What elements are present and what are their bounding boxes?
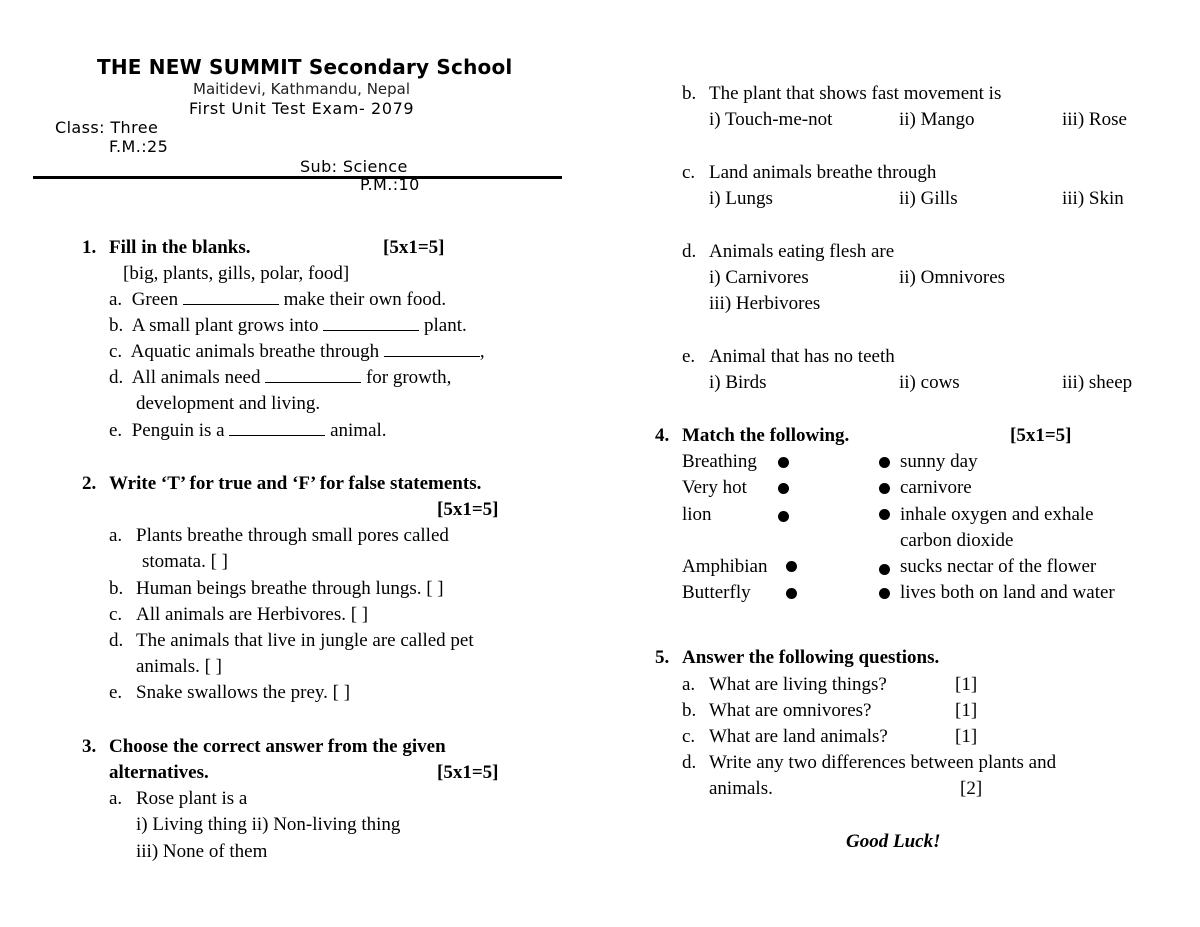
match-left-item: lion bbox=[682, 504, 712, 525]
exam-title: First Unit Test Exam- 2079 bbox=[189, 99, 415, 118]
q4-marks: [5x1=5] bbox=[1010, 425, 1072, 446]
class-label: Class: Three bbox=[55, 118, 159, 137]
q3d-question: Animals eating flesh are bbox=[709, 241, 895, 262]
q3b-option-1[interactable]: i) Touch-me-not bbox=[709, 109, 833, 130]
q5-item-letter: b. bbox=[682, 700, 697, 721]
q2-title: Write ‘T’ for true and ‘F’ for false statements. bbox=[109, 473, 482, 494]
q5-item-marks: [1] bbox=[955, 700, 978, 721]
q1-item-a: a. Green make their own food. bbox=[109, 289, 447, 310]
q1-item-d: d. All animals need for growth, bbox=[109, 367, 452, 388]
q4-number: 4. bbox=[655, 425, 670, 446]
match-right-item: lives both on land and water bbox=[900, 582, 1115, 603]
q2-item-a: Plants breathe through small pores called bbox=[136, 525, 449, 546]
match-left-item: Breathing bbox=[682, 451, 757, 472]
q2-marks: [5x1=5] bbox=[437, 499, 499, 520]
q2-item-letter: c. bbox=[109, 604, 123, 625]
q3b-question: The plant that shows fast movement is bbox=[709, 83, 1002, 104]
q2-number: 2. bbox=[82, 473, 97, 494]
q3c-option-3[interactable]: iii) Skin bbox=[1062, 188, 1124, 209]
match-left-dot[interactable] bbox=[786, 561, 797, 572]
q1-item-d-cont: development and living. bbox=[136, 393, 321, 414]
q1-item-e: e. Penguin is a animal. bbox=[109, 420, 387, 441]
match-left-item: Amphibian bbox=[682, 556, 768, 577]
match-right-item: sucks nectar of the flower bbox=[900, 556, 1097, 577]
q2-item-letter: b. bbox=[109, 578, 124, 599]
q2-item-c[interactable]: All animals are Herbivores. [ ] bbox=[136, 604, 369, 625]
item-letter: e. bbox=[109, 420, 123, 441]
q3b-option-3[interactable]: iii) Rose bbox=[1062, 109, 1127, 130]
match-right-dot[interactable] bbox=[879, 588, 890, 599]
match-right-item: sunny day bbox=[900, 451, 978, 472]
q1-marks: [5x1=5] bbox=[383, 237, 445, 258]
q1-title: Fill in the blanks. bbox=[109, 237, 251, 258]
q1-item-b: b. A small plant grows into plant. bbox=[109, 315, 467, 336]
full-marks: F.M.:25 bbox=[109, 137, 169, 156]
item-letter: c. bbox=[109, 341, 123, 362]
q5-item-letter: a. bbox=[682, 674, 696, 695]
q3c-option-1[interactable]: i) Lungs bbox=[709, 188, 773, 209]
item-letter: d. bbox=[109, 367, 124, 388]
item-letter: a. bbox=[109, 289, 123, 310]
q5-item-d: Write any two differences between plants and bbox=[709, 752, 1057, 773]
q2-item-letter: d. bbox=[109, 630, 124, 651]
match-right-item: carnivore bbox=[900, 477, 972, 498]
q3a-question: Rose plant is a bbox=[136, 788, 248, 809]
q3e-letter: e. bbox=[682, 346, 696, 367]
match-right-item-cont: carbon dioxide bbox=[900, 530, 1014, 551]
q3c-question: Land animals breathe through bbox=[709, 162, 937, 183]
q3a-option-3[interactable]: iii) None of them bbox=[136, 841, 268, 862]
q3-title: Choose the correct answer from the given bbox=[109, 736, 446, 757]
q5-item-a: What are living things? bbox=[709, 674, 887, 695]
q1-word-bank: [big, plants, gills, polar, food] bbox=[123, 263, 350, 284]
q5-item-b: What are omnivores? bbox=[709, 700, 872, 721]
q3-number: 3. bbox=[82, 736, 97, 757]
q3a-letter: a. bbox=[109, 788, 123, 809]
q1-item-c: c. Aquatic animals breathe through , bbox=[109, 341, 485, 362]
q5-item-d-cont: animals. bbox=[709, 778, 773, 799]
q3b-option-2[interactable]: ii) Mango bbox=[899, 109, 975, 130]
q3-title-cont: alternatives. bbox=[109, 762, 209, 783]
q2-item-a-cont[interactable]: stomata. [ ] bbox=[142, 551, 229, 572]
q3-marks: [5x1=5] bbox=[437, 762, 499, 783]
q5-item-letter: c. bbox=[682, 726, 696, 747]
q2-item-letter: a. bbox=[109, 525, 123, 546]
q3e-option-3[interactable]: iii) sheep bbox=[1062, 372, 1133, 393]
q5-item-letter: d. bbox=[682, 752, 697, 773]
match-left-dot[interactable] bbox=[786, 588, 797, 599]
school-address: Maitidevi, Kathmandu, Nepal bbox=[193, 80, 411, 98]
q3c-option-2[interactable]: ii) Gills bbox=[899, 188, 958, 209]
q3d-option-1[interactable]: i) Carnivores bbox=[709, 267, 809, 288]
q5-item-marks: [1] bbox=[955, 674, 978, 695]
match-left-item: Very hot bbox=[682, 477, 747, 498]
q2-item-letter: e. bbox=[109, 682, 123, 703]
q3e-question: Animal that has no teeth bbox=[709, 346, 895, 367]
match-right-dot[interactable] bbox=[879, 509, 890, 520]
q3c-letter: c. bbox=[682, 162, 696, 183]
answer-blank[interactable] bbox=[183, 289, 279, 305]
q2-item-b[interactable]: Human beings breathe through lungs. [ ] bbox=[136, 578, 444, 599]
q4-title: Match the following. bbox=[682, 425, 850, 446]
q2-item-d: The animals that live in jungle are called pet bbox=[136, 630, 474, 651]
subject-label: Sub: Science bbox=[300, 157, 408, 176]
match-right-dot[interactable] bbox=[879, 564, 890, 575]
q3d-option-2[interactable]: ii) Omnivores bbox=[899, 267, 1006, 288]
q5-number: 5. bbox=[655, 647, 670, 668]
header-divider bbox=[33, 176, 562, 179]
q5-item-marks: [1] bbox=[955, 726, 978, 747]
q3e-option-1[interactable]: i) Birds bbox=[709, 372, 767, 393]
q3d-option-3[interactable]: iii) Herbivores bbox=[709, 293, 821, 314]
q3b-letter: b. bbox=[682, 83, 697, 104]
pass-marks: P.M.:10 bbox=[360, 175, 420, 194]
match-left-dot[interactable] bbox=[778, 511, 789, 522]
q3d-letter: d. bbox=[682, 241, 697, 262]
q3e-option-2[interactable]: ii) cows bbox=[899, 372, 960, 393]
answer-blank[interactable] bbox=[229, 420, 325, 436]
q3a-options[interactable]: i) Living thing ii) Non-living thing bbox=[136, 814, 401, 835]
q5-item-c: What are land animals? bbox=[709, 726, 888, 747]
q1-number: 1. bbox=[82, 237, 97, 258]
good-luck: Good Luck! bbox=[846, 831, 941, 852]
q2-item-e[interactable]: Snake swallows the prey. [ ] bbox=[136, 682, 351, 703]
q5-item-marks: [2] bbox=[960, 778, 983, 799]
answer-blank[interactable] bbox=[384, 341, 480, 357]
item-letter: b. bbox=[109, 315, 124, 336]
match-left-dot[interactable] bbox=[778, 483, 789, 494]
match-left-item: Butterfly bbox=[682, 582, 751, 603]
answer-blank[interactable] bbox=[265, 367, 361, 383]
school-name: THE NEW SUMMIT Secondary School bbox=[97, 55, 513, 79]
match-right-dot[interactable] bbox=[879, 457, 890, 468]
match-right-item: inhale oxygen and exhale bbox=[900, 504, 1094, 525]
answer-blank[interactable] bbox=[323, 315, 419, 331]
match-left-dot[interactable] bbox=[778, 457, 789, 468]
q5-title: Answer the following questions. bbox=[682, 647, 940, 668]
q2-item-d-cont[interactable]: animals. [ ] bbox=[136, 656, 223, 677]
match-right-dot[interactable] bbox=[879, 483, 890, 494]
